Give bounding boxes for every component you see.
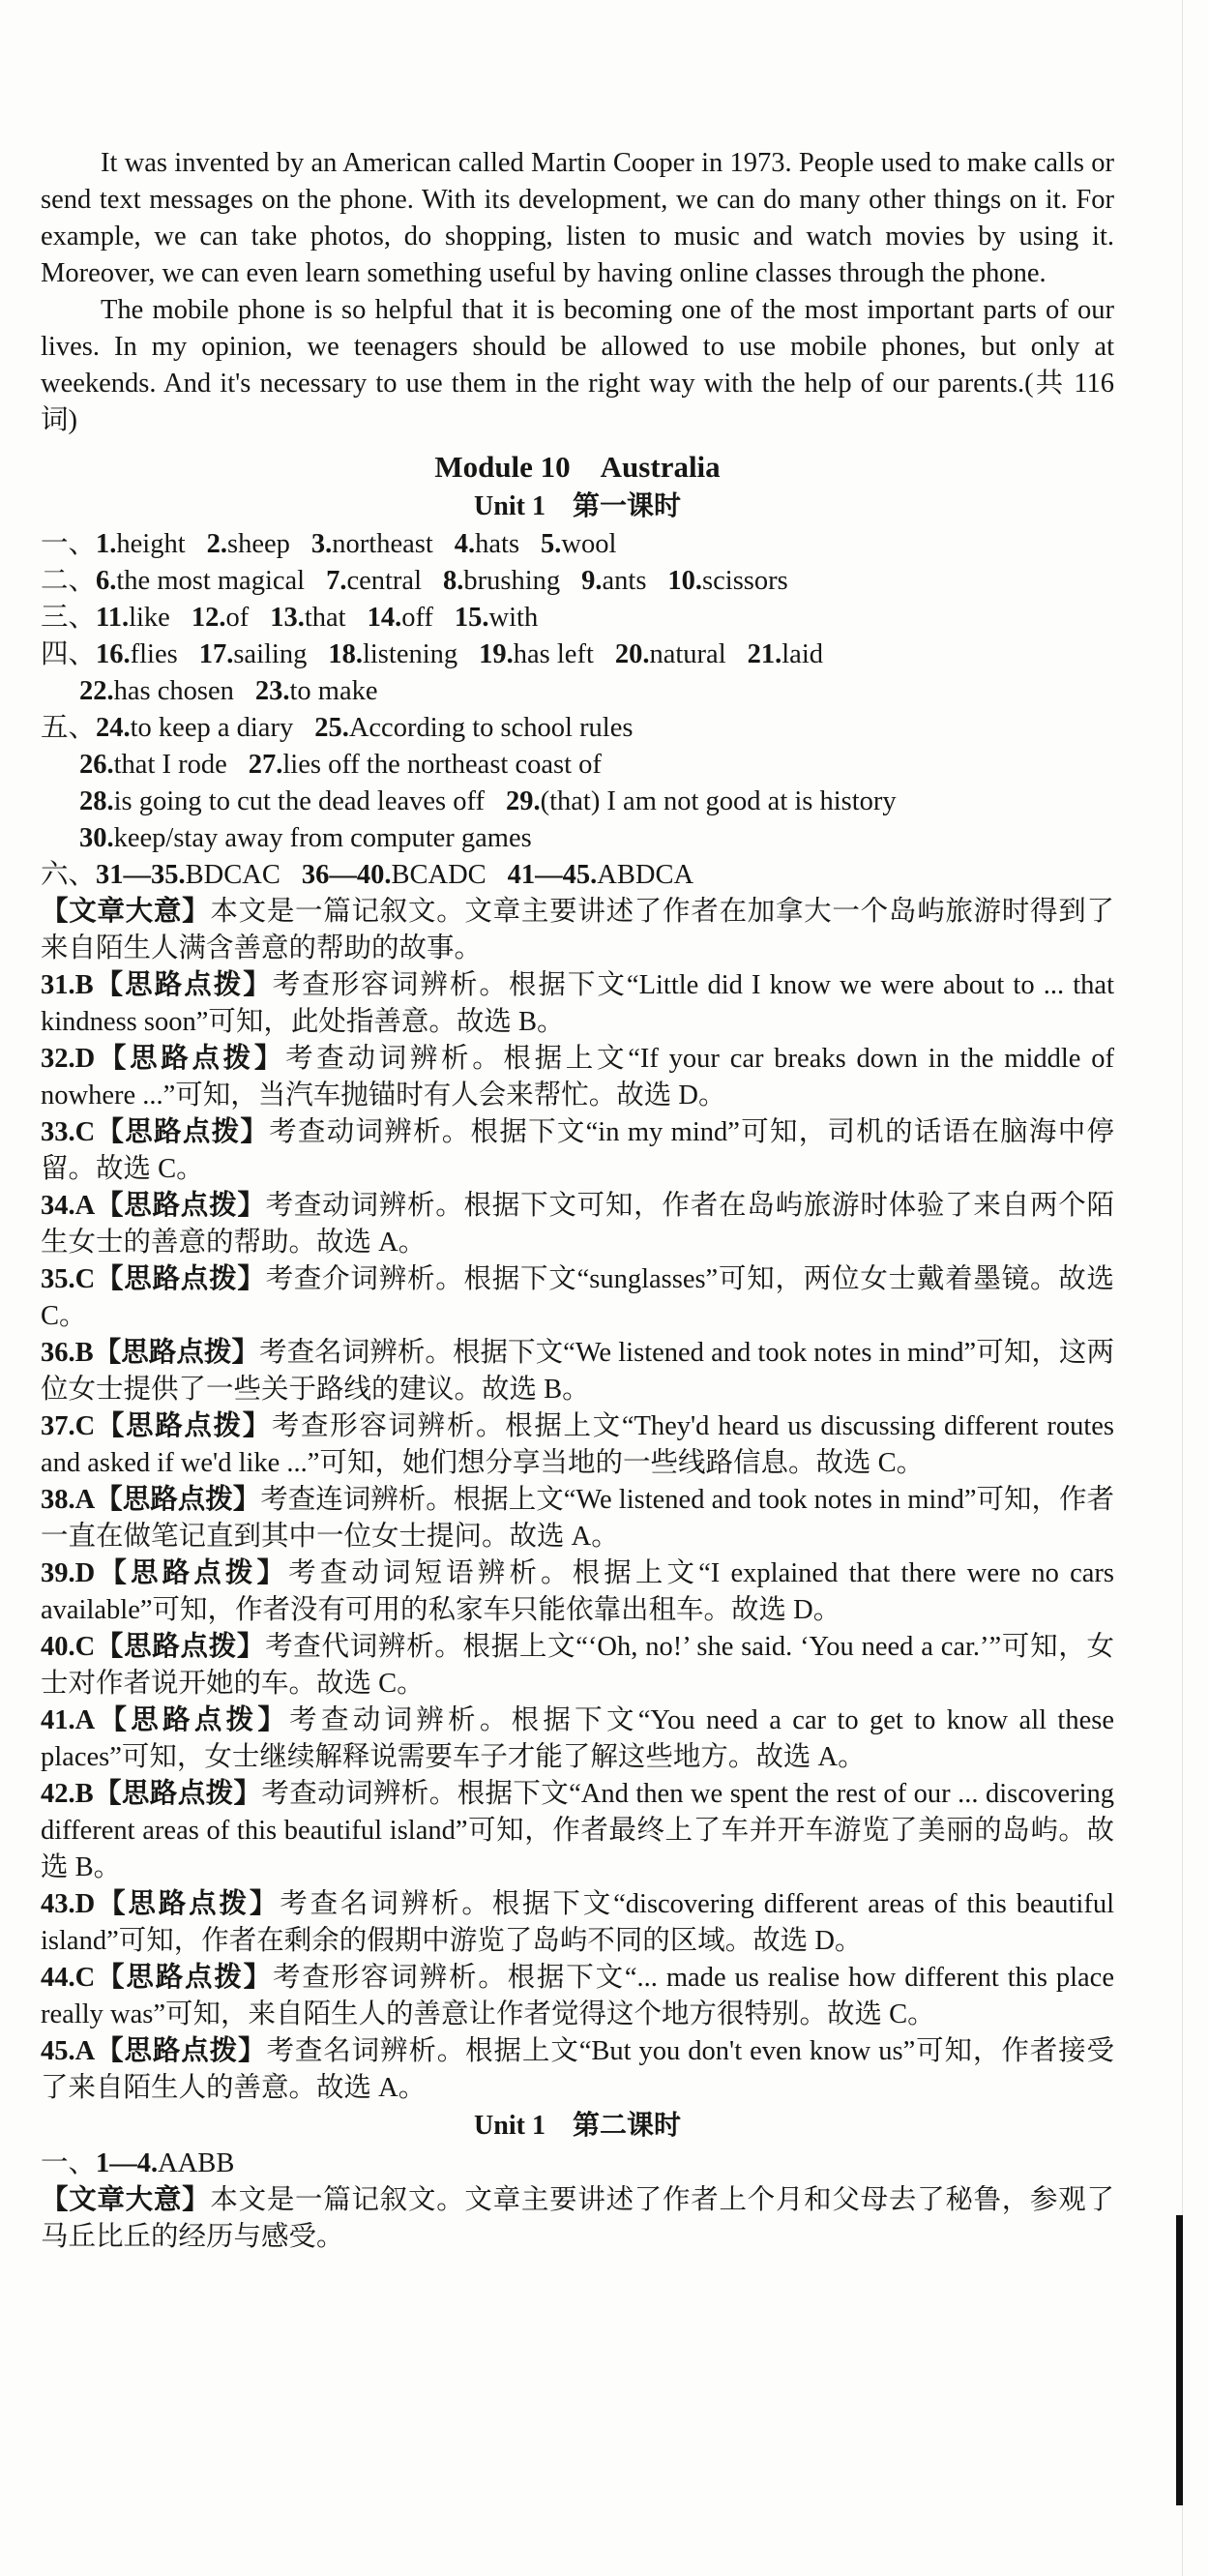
section-4-answers-cont: 22.has chosen 23.to make [79, 676, 378, 706]
section-6-answers: 六、31—35.BDCAC 36—40.BCADC 41—45.ABDCA [41, 860, 694, 890]
essay-paragraph-2: The mobile phone is so helpful that it is becoming one of the most important parts of our lives. In my opinion, we teenagers should be allowed to use mobile phones, but only at weekends. And it's necessary to use them in the right way with the help of our parents.(共 116 词) [41, 295, 1114, 435]
section-5-line-4: 30.keep/stay away from computer games [79, 823, 532, 853]
section-label: 二、 [41, 566, 97, 596]
section-3-answers: 三、11.like 12.of 13.that 14.off 15.with [41, 603, 539, 633]
explanation-item: 38.A【思路点拨】考查连词辨析。根据上文“We listened and took notes in mind”可知，作者一直在做笔记直到其中一位女士提问。故选 A。 [41, 1485, 1114, 1552]
section-label: 五、 [41, 713, 97, 743]
answer-page [41, 145, 1114, 2256]
explanation-item: 43.D【思路点拨】考查名词辨析。根据下文“discovering different areas of this beautiful island”可知，作者在剩余的假期中游览了岛屿不同的区域。故选 D。 [41, 1889, 1114, 1956]
binding-bar [1176, 2215, 1183, 2505]
page-edge-line [1182, 0, 1183, 2576]
explanation-item: 41.A【思路点拨】考查动词辨析。根据下文“You need a car to get to know all these places”可知，女士继续解释说需要车子才能了解这些地方。故选 A。 [41, 1705, 1114, 1772]
explanation-item: 32.D【思路点拨】考查动词辨析。根据上文“If your car breaks down in the middle of nowhere ...”可知，当汽车抛锚时有人会来帮忙。故选 D。 [41, 1044, 1114, 1110]
explanation-item: 39.D【思路点拨】考查动词短语辨析。根据上文“I explained that there were no cars available”可知，作者没有可用的私家车只能依靠出租车。故选 D。 [41, 1558, 1114, 1625]
explanation-item: 44.C【思路点拨】考查形容词辨析。根据下文“... made us realise how different this place really was”可知，来自陌生人的善意让作者觉得这个地方很特别。故选 C。 [41, 1963, 1114, 2029]
module-title: Module 10 Australia [434, 450, 721, 484]
section-4-answers: 四、16.flies 17.sailing 18.listening 19.has left 20.natural 21.laid [41, 639, 823, 669]
explanation-item: 40.C【思路点拨】考查代词辨析。根据上文“‘Oh, no!’ she said. ‘You need a car.’”可知，女士对作者说开她的车。故选 C。 [41, 1632, 1114, 1699]
unit-title-2: Unit 1 第二课时 [474, 2111, 681, 2141]
section-2-answers: 二、6.the most magical 7.central 8.brushing 9.ants 10.scissors [41, 566, 788, 596]
section-7-answers: 一、1—4.AABB [41, 2148, 235, 2178]
section-label: 三、 [41, 603, 97, 633]
explanation-item: 36.B【思路点拨】考查名词辨析。根据下文“We listened and took notes in mind”可知，这两位女士提供了一些关于路线的建议。故选 B。 [41, 1338, 1114, 1405]
unit-title-1: Unit 1 第一课时 [474, 491, 681, 521]
explanation-item: 37.C【思路点拨】考查形容词辨析。根据上文“They'd heard us discussing different routes and asked if we'd like ...”可知，她们想分享当地的一些线路信息。故选 C。 [41, 1411, 1114, 1478]
explanation-item: 34.A【思路点拨】考查动词辨析。根据下文可知，作者在岛屿旅游时体验了来自两个陌生女士的善意的帮助。故选 A。 [41, 1191, 1114, 1258]
explanation-item: 45.A【思路点拨】考查名词辨析。根据上文“But you don't even know us”可知，作者接受了来自陌生人的善意。故选 A。 [41, 2036, 1114, 2103]
summary-2: 【文章大意】本文是一篇记叙文。文章主要讲述了作者上个月和父母去了秘鲁，参观了马丘比丘的经历与感受。 [41, 2185, 1114, 2252]
section-1-answers: 一、1.height 2.sheep 3.northeast 4.hats 5.wool [41, 529, 617, 559]
section-label: 一、 [41, 2148, 97, 2178]
explanation-item: 31.B【思路点拨】考查形容词辨析。根据下文“Little did I know we were about to ... that kindness soon”可知，此处指善意。故选 B。 [41, 970, 1114, 1037]
section-label: 一、 [41, 529, 97, 559]
explanation-item: 33.C【思路点拨】考查动词辨析。根据下文“in my mind”可知，司机的话语在脑海中停留。故选 C。 [41, 1117, 1114, 1184]
essay-paragraph-1: It was invented by an American called Martin Cooper in 1973. People used to make calls or send text messages on the phone. With its development, we can do many other things on it. For example, we can take photos, do shopping, listen to music and watch movies by using it. Moreover, we can even learn something useful by having online classes through the phone. [41, 148, 1114, 288]
summary-1: 【文章大意】本文是一篇记叙文。文章主要讲述了作者在加拿大一个岛屿旅游时得到了来自陌生人满含善意的帮助的故事。 [41, 897, 1114, 963]
section-label: 六、 [41, 860, 97, 890]
explanation-item: 35.C【思路点拨】考查介词辨析。根据下文“sunglasses”可知，两位女士戴着墨镜。故选 C。 [41, 1264, 1114, 1331]
section-5-answers: 五、24.to keep a diary 25.According to school rules [41, 713, 634, 743]
section-label: 四、 [41, 639, 97, 669]
explanation-list [41, 967, 1114, 2107]
section-5-line-2: 26.that I rode 27.lies off the northeast coast of [79, 750, 602, 780]
section-5-line-3: 28.is going to cut the dead leaves off 29.(that) I am not good at is history [79, 786, 897, 816]
explanation-item: 42.B【思路点拨】考查动词辨析。根据下文“And then we spent the rest of our ... discovering different areas of this beautiful island”可知，作者最终上了车并开车游览了美丽的岛屿。故选 B。 [41, 1779, 1114, 1882]
